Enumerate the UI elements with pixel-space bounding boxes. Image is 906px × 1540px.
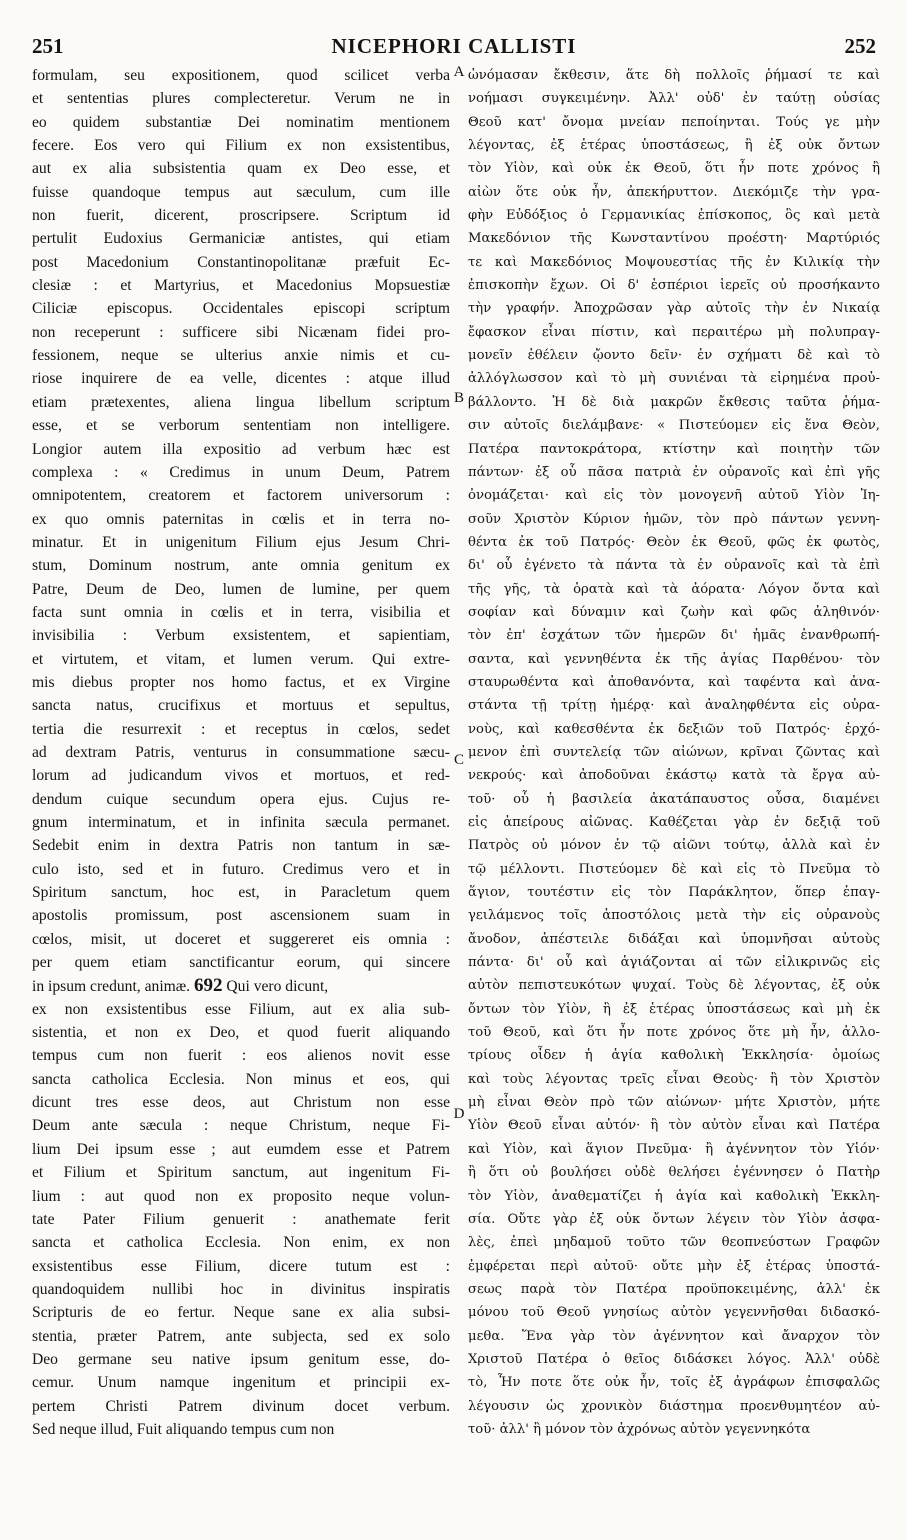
latin-line: fessionem, neque se ulterius anxie nimis et cu- <box>32 347 450 365</box>
latin-line: ex non exsistentibus esse Filium, aut ex alia sub- <box>32 1000 450 1018</box>
latin-line: Scripturis de eo fertur. Neque sane ex alia subsi- <box>32 1304 450 1322</box>
latin-line: stum, Dominum nostrum, ante omnia genitum ex <box>32 557 450 575</box>
inline-column-number: 692 <box>194 975 223 997</box>
greek-line: ἄνοδον, ἀπέστειλε διδάξαι καὶ ὑπομνῆσαι αὐτοὺς <box>468 931 880 947</box>
greek-line: λὲς, ἐπεὶ μηδαμοῦ τοῦτο τῶν θεοπνεύστων Γραφῶν <box>468 1235 880 1251</box>
margin-marker-c: C <box>453 752 464 768</box>
greek-line: ἐπισκοπὴν ἔχων. Οἱ δ' ἑσπέριοι ἱερεῖς οὐ προσήκαντο <box>468 278 880 294</box>
greek-line: σοῦν Χριστὸν Κύριον ἡμῶν, τὸν πρὸ πάντων γεννη- <box>468 511 880 527</box>
greek-line: μεθα. Ἕνα γὰρ τὸν ἀγέννητον καὶ ἄναρχον τὸν <box>468 1328 880 1344</box>
latin-line: eo quidem substantiæ Dei nominatim mentionem <box>32 113 450 131</box>
greek-line: σαντα, καὶ γεννηθέντα ἐκ τῆς ἁγίας Παρθένου· τὸν <box>468 651 880 667</box>
latin-line: cœlos, misit, ut doceret et suggereret eis omnia : <box>32 930 450 948</box>
greek-line: μὴ εἶναι Θεὸν πρὸ τῶν αἰώνων· μήτε Χριστὸν, μήτε <box>468 1095 880 1111</box>
greek-line: ἐμφέρεται περὶ αὐτοῦ· οὔτε μὴν ἐξ ἑτέρας ὑποστά- <box>468 1258 880 1274</box>
greek-line: σιν αὐτοῖς διελάμβανε· « Πιστεύομεν εἰς ἕνα Θεὸν, <box>468 418 880 434</box>
latin-line: fuisse quandoque tempus aut sæculum, cum ille <box>32 183 450 201</box>
latin-line: exsistentibus esse Filium, dicere tutum est : <box>32 1257 450 1275</box>
latin-line: et Filium et Spiritum sanctum, aut ingenitum Fi- <box>32 1164 450 1182</box>
greek-line: ἅγιον, τουτέστιν εἰς τὸν Παράκλητον, ὅπερ ἐπαγ- <box>468 885 880 901</box>
latin-line: tempus cum non fuerit : eos alienos novit esse <box>32 1047 450 1065</box>
greek-line: τρίους οἶδεν ἡ ἁγία καθολικὴ Ἐκκλησία· ὁμοίως <box>468 1048 880 1064</box>
greek-line: λέγοντας, ἐξ ἑτέρας ὑποστάσεως, ἢ ἐξ οὐκ ὄντων <box>468 138 880 154</box>
greek-column <box>468 64 880 1441</box>
greek-line: τῆς γῆς, τὰ ὁρατὰ καὶ τὰ ἀόρατα· Λόγον ὄντα καὶ <box>468 581 880 597</box>
greek-line: μόνου τοῦ Θεοῦ γνησίως αὐτὸν γεγεννῆσθαι διδασκό- <box>468 1305 880 1321</box>
greek-line: τε καὶ Μακεδόνιος Μοψουεστίας τῆς ἐν Κιλικίᾳ τὴν <box>468 254 880 270</box>
margin-marker-d: D <box>453 1106 465 1122</box>
greek-line: σία. Οὔτε γὰρ ἐξ οὐκ ὄντων λέγειν τὸν Υἱὸν ἀσφα- <box>468 1211 880 1227</box>
greek-line: ὄντων τὸν Υἱὸν, ἢ ἐξ ἑτέρας ὑποστάσεως καὶ μὴ ἐκ <box>468 1001 880 1017</box>
greek-line: εἰς ἀπείρους αἰῶνας. Καθέζεται γὰρ ἐν δεξιᾷ τοῦ <box>468 815 880 830</box>
latin-line: et sententias plures complecteretur. Verum ne in <box>32 90 450 108</box>
greek-line: σταυρωθέντα καὶ ἀποθανόντα, καὶ ταφέντα καὶ ἀνα- <box>468 674 880 690</box>
greek-line: πάντα· δι' οὗ καὶ ἁγιάζονται αἱ τῶν εἰλικρινῶς εἰς <box>468 955 880 971</box>
latin-line: tate Pater Filium genuerit : anathemate ferit <box>32 1210 450 1228</box>
greek-line: θέντα ἐκ τοῦ Πατρός· Θεὸν ἐκ Θεοῦ, φῶς ἐκ φωτὸς, <box>468 534 880 550</box>
greek-line: γειλάμενος τοῖς ἀποστόλοις μετὰ τὴν εἰς οὐρανοὺς <box>468 908 880 924</box>
greek-line: αὐτὸν πεπιστευκότων ψυχαί. Τοὺς δὲ λέγοντας, ἐξ οὐκ <box>468 978 880 994</box>
greek-line: στάντα τῇ τρίτῃ ἡμέρᾳ· καὶ ἀναληφθέντα εἰς οὐρα- <box>468 698 880 714</box>
greek-line: σοφίαν καὶ δύναμιν καὶ ζωὴν καὶ φῶς ἀληθινόν· <box>468 604 880 620</box>
latin-line: formulam, seu expositionem, quod scilicet verba <box>32 67 450 84</box>
greek-line: ἢ ὅτι οὐ βουλήσει οὐδὲ θελήσει ἐγέννησεν ὁ Πατὴρ <box>468 1165 880 1181</box>
greek-line: καὶ Υἱὸν, καὶ ἅγιον Πνεῦμα· ἢ ἀγέννητον τὸν Υἱόν· <box>468 1141 880 1157</box>
greek-line: Υἱὸν Θεοῦ εἶναι αὐτόν· ἢ τὸν αὐτὸν εἶναι καὶ Πατέρα <box>468 1118 880 1134</box>
greek-line: τοῦ· οὗ ἡ βασιλεία ἀκατάπαυστος οὖσα, διαμένει <box>468 791 880 807</box>
greek-line: τὸν ἐπ' ἐσχάτων τῶν ἡμερῶν δι' ἡμᾶς ἐνανθρωπή- <box>468 628 880 644</box>
greek-line: τὸ, Ἦν ποτε ὅτε οὐκ ἦν, τοῖς ἐξ ἀγράφων ἐπισφαλῶς <box>468 1375 880 1391</box>
greek-line: σεως παρὰ τὸν Πατέρα προϋποκειμένης, ἀλλ' ἐκ <box>468 1281 880 1297</box>
latin-line: quandoquidem nullibi hoc in divinitus inspiratis <box>32 1280 450 1298</box>
latin-line: tertia die resurrexit : et receptus in cœlos, sedet <box>32 720 450 738</box>
latin-line: complexa : « Credimus in unum Deum, Patrem <box>32 463 450 481</box>
latin-line: et virtutem, et vitam, et lumen verum. Qui extre- <box>32 650 450 668</box>
latin-line-text: in ipsum credunt, animæ. <box>32 978 191 996</box>
latin-line: fecere. Eos vero qui Filium ex non exsistentibus, <box>32 137 450 155</box>
latin-line: apostolis promissum, post ascensionem suam in <box>32 907 450 925</box>
latin-line: clesiæ : et Martyrius, et Macedonius Mopsuestiæ <box>32 277 450 295</box>
greek-line: νοήμασι συγκειμένην. Ἀλλ' οὐδ' ἐν ταύτῃ οὐσίας <box>468 91 880 107</box>
latin-line: post Macedonium Constantinopolitanæ præfuit Ec- <box>32 253 450 271</box>
latin-line: ad dextram Patris, venturus in consummatione sæcu- <box>32 743 450 761</box>
latin-line: Deo germane seu native ipsum genitum esse, do- <box>32 1350 450 1368</box>
page-number-right: 252 <box>844 34 876 58</box>
latin-line: sistentia, et non ex Deo, et quod fuerit aliquando <box>32 1024 450 1042</box>
greek-line: τοῦ Θεοῦ, καὶ ὅτι ἦν ποτε χρόνος ὅτε μὴ ἦν, ἀλλο- <box>468 1025 880 1041</box>
greek-line: φὴν Εὐδόξιος ὁ Γερμανικίας ἐπίσκοπος, ὃς καὶ μετὰ <box>468 208 880 224</box>
latin-line: gnum interminatum, et in infinita sæcula permanet. <box>32 814 450 831</box>
latin-line: omnipotentem, creatorem et factorem universorum : <box>32 487 450 505</box>
latin-line: Longior autem illa expositio ad verbum hæc est <box>32 440 450 458</box>
latin-line: sancta natus, crucifixus et mortuus et sepultus, <box>32 697 450 715</box>
latin-line: etiam prætexentes, aliena lingua libellum scriptum <box>32 393 450 411</box>
latin-line: Ciliciæ episcopus. Occidentales episcopi scriptum <box>32 300 450 318</box>
greek-line: νοὺς, καὶ καθεσθέντα ἐκ δεξιῶν τοῦ Πατρός· ἐρχό- <box>468 721 880 737</box>
latin-line: Sed neque illud, Fuit aliquando tempus cum non <box>32 1420 335 1438</box>
greek-line: καὶ τοὺς λέγοντας τρεῖς εἶναι Θεοὺς· ἢ τὸν Χριστὸν <box>468 1071 880 1087</box>
latin-line: minatur. Et in unigenitum Filium ejus Jesum Chri- <box>32 533 450 551</box>
greek-line: Πατέρα παντοκράτορα, κτίστην καὶ ποιητὴν τῶν <box>468 441 880 457</box>
greek-line: δι' οὗ ἐγένετο τὰ πάντα τὰ ἐν οὐρανοῖς καὶ τὰ ἐπὶ <box>468 558 880 574</box>
latin-line: aut ex alia subsistentia quam ex Deo esse, et <box>32 160 450 178</box>
latin-line: cemur. Unum namque ingenitum et principii ex- <box>32 1374 450 1392</box>
greek-line: λέγουσιν ὡς χρονικὸν διάστημα προενθυμητέον αὐ- <box>468 1398 880 1414</box>
latin-line: non fuerit, dicerent, proscripsere. Scriptum id <box>32 207 450 225</box>
greek-line: τοῦ· ἀλλ' ἢ μόνον τὸν ἀχρόνως αὐτὸν γεγεννηκότα <box>468 1421 811 1437</box>
latin-line: pertem Christi Patrem divinum docet verbum. <box>32 1397 450 1415</box>
latin-line: Spiritum sanctum, hoc est, in Paracletum quem <box>32 884 450 902</box>
greek-line: πάντων· ἐξ οὗ πᾶσα πατριὰ ἐν οὐρανοῖς καὶ ἐπὶ γῆς <box>468 464 880 480</box>
latin-line: dicunt tres esse deos, aut Christum non esse <box>32 1094 450 1112</box>
page-header <box>32 34 876 68</box>
latin-line: pertulit Eudoxius Germaniciæ antistes, qui etiam <box>32 230 450 248</box>
greek-line: Πατρὸς οὐ μόνον ἐν τῷ αἰῶνι τούτῳ, ἀλλὰ καὶ ἐν <box>468 838 880 854</box>
latin-line: esse, et se verborum sententiam non intelligere. <box>32 417 450 435</box>
greek-line: ὠνόμασαν ἔκθεσιν, ἅτε δὴ πολλοῖς ῥήμασί τε καὶ <box>468 68 880 83</box>
latin-line: lorum ad judicandum vivos et mortuos, et red- <box>32 767 450 785</box>
greek-line: βάλλοντο. Ἡ δὲ διὰ μακρῶν ἔκθεσις ταῦτα ῥήμα- <box>468 394 880 410</box>
greek-line: τὴν γραφήν. Ἀποχρῶσαν γὰρ αὐτοῖς τὴν ἐν Νικαίᾳ <box>468 301 880 317</box>
greek-line: Χριστοῦ Πατέρα ὁ θεῖος διδάσκει λόγος. Ἀλλ' οὐδὲ <box>468 1351 880 1367</box>
greek-line: τὸν Υἱὸν, ἀναθεματίζει ἡ ἁγία καὶ καθολικὴ Ἐκκλη- <box>468 1188 880 1204</box>
page-number-left: 251 <box>32 34 64 58</box>
greek-line: μονεῖν ἐθέλειν ᾤοντο δεῖν· ἐν σχήματι δὲ καὶ τὸ <box>468 348 880 364</box>
latin-line: dendum cuique secundum opera ejus. Cujus re- <box>32 790 450 808</box>
greek-line: αἰὼν ὅτε οὐκ ἦν, ἀπεκήρυττον. Διεκόμιζε τὴν γρα- <box>468 184 880 200</box>
latin-line: sancta et catholica Ecclesia. Non enim, ex non <box>32 1234 450 1252</box>
greek-line: ὀνομάζεται· καὶ εἰς τὸν μονογενῆ αὐτοῦ Υἱὸν Ἰη- <box>468 488 880 504</box>
greek-line: Θεοῦ κατ' ὄνομα μνείαν πεποίηνται. Τούς γε μὴν <box>468 114 880 130</box>
margin-marker-a: A <box>453 64 465 80</box>
latin-line: Patre, Deum de Deo, lumen de lumine, per quem <box>32 580 450 598</box>
latin-line: lium Dei ipsum esse ; aut eumdem esse et Patrem <box>32 1140 450 1158</box>
margin-marker-b: B <box>453 390 464 406</box>
running-title: NICEPHORI CALLISTI <box>331 34 577 58</box>
latin-line: non receperunt : sufficere sibi Nicænam fidei pro- <box>32 323 450 341</box>
latin-column <box>32 64 450 1441</box>
greek-line: ἀλλόγλωσσον καὶ τὸ μὴ συνιέναι τὰ εἰρημένα προὐ- <box>468 371 880 387</box>
latin-line: lium : aut quod non ex proposito neque volun- <box>32 1187 450 1205</box>
latin-line: culo isto, sed et in futuro. Credimus vero et in <box>32 860 450 878</box>
latin-line-tail: Qui vero dicunt, <box>226 978 329 996</box>
latin-line: invisibilia : Verbum exsistentem, et sapientiam, <box>32 627 450 645</box>
latin-line: per quem etiam sanctificantur eorum, qui sincere <box>32 954 450 972</box>
latin-line: facta sunt omnia in cœlis et in terra, visibilia et <box>32 603 450 621</box>
greek-line: τὸν Υἱὸν, καὶ οὐκ ἐκ Θεοῦ, ὅτι ἦν ποτε χρόνος ἢ <box>468 161 880 177</box>
latin-line: sancta catholica Ecclesia. Non minus et eos, qui <box>32 1070 450 1088</box>
latin-line: stentia, præter Patrem, ante subjecta, sed ex solo <box>32 1327 450 1345</box>
greek-line: ἔφασκον εἶναι πίστιν, καὶ περαιτέρω μὴ πολυπραγ- <box>468 324 880 340</box>
latin-line: Sedebit enim in dextra Patris non tantum in sæ- <box>32 837 450 855</box>
latin-line: riose inquirere de ea velle, dicentes : atque illud <box>32 370 450 388</box>
latin-line: mis diebus propter nos homo factus, et ex Virgine <box>32 673 450 691</box>
greek-line: νεκρούς· καὶ ἀποδοῦναι ἑκάστῳ κατὰ τὰ ἔργα αὐ- <box>468 768 880 784</box>
greek-line: τῷ μέλλοντι. Πιστεύομεν δὲ καὶ εἰς τὸ Πνεῦμα τὸ <box>468 861 880 877</box>
greek-line: μενον ἐπὶ συντελείᾳ τῶν αἰώνων, κρῖναι ζῶντας καὶ <box>468 744 880 760</box>
latin-line: Deum ante sæcula : neque Christum, neque Fi- <box>32 1117 450 1135</box>
greek-line: Μακεδόνιον τῆς Κωνσταντίνου προέστη· Μαρτύριός <box>468 231 880 247</box>
latin-line <box>32 974 450 997</box>
latin-line: ex quo omnis paternitas in cœlis et in terra no- <box>32 510 450 528</box>
